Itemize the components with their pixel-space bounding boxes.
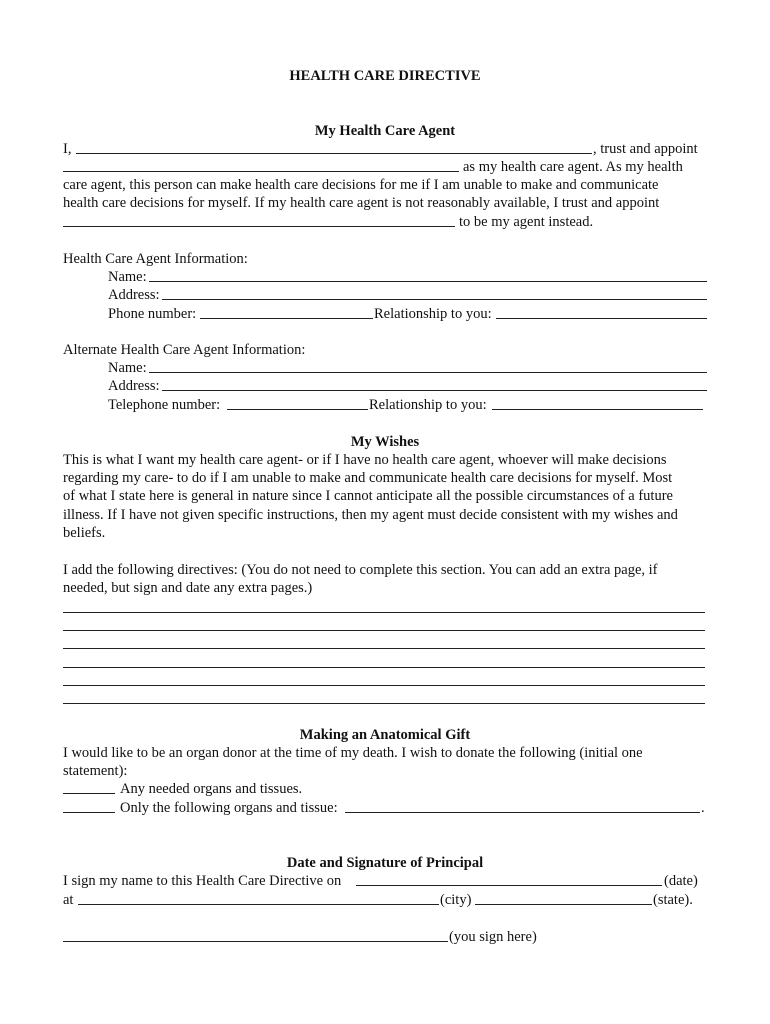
agent-name-field[interactable] bbox=[76, 153, 592, 154]
signature-field[interactable] bbox=[63, 941, 448, 942]
alternate-info-address-field[interactable] bbox=[162, 390, 707, 391]
option2-initial-field[interactable] bbox=[63, 812, 115, 813]
city-label: (city) bbox=[440, 892, 472, 908]
wishes-heading: My Wishes bbox=[350, 434, 420, 450]
alternate-info-phone-field[interactable] bbox=[227, 409, 368, 410]
option1-initial-field[interactable] bbox=[63, 793, 115, 794]
agent-relationship-label: Relationship to you: bbox=[374, 306, 492, 322]
alternate-address-label: Address: bbox=[108, 378, 160, 394]
wishes-line: of what I state here is general in nature since I cannot anticipate all the possible circumstances of a future bbox=[63, 488, 673, 504]
directives-line: I add the following directives: (You do not need to complete this section. You can add an extra page, if bbox=[63, 562, 658, 578]
document-title: HEALTH CARE DIRECTIVE bbox=[289, 68, 481, 84]
option2-end: . bbox=[701, 800, 705, 816]
agent-line2-end: as my health care agent. As my health bbox=[463, 159, 683, 175]
agent-line1-start: I, bbox=[63, 141, 72, 157]
agent-name-field-2[interactable] bbox=[63, 171, 459, 172]
signature-heading: Date and Signature of Principal bbox=[286, 855, 484, 871]
location-field[interactable] bbox=[78, 904, 439, 905]
organs-list-field[interactable] bbox=[345, 812, 700, 813]
alternate-info-relationship-field[interactable] bbox=[492, 409, 703, 410]
at-label: at bbox=[63, 892, 74, 908]
agent-info-name-field[interactable] bbox=[149, 281, 707, 282]
option1-label: Any needed organs and tissues. bbox=[120, 781, 303, 797]
agent-line5-end: to be my agent instead. bbox=[459, 214, 594, 230]
alternate-agent-name-field[interactable] bbox=[63, 226, 455, 227]
agent-info-phone-field[interactable] bbox=[200, 318, 373, 319]
directive-blank-line[interactable] bbox=[63, 612, 705, 613]
anatomical-heading: Making an Anatomical Gift bbox=[299, 727, 471, 743]
alternate-phone-label: Telephone number: bbox=[108, 397, 221, 413]
agent-line1-end: , trust and appoint bbox=[593, 141, 698, 157]
agent-address-label: Address: bbox=[108, 287, 160, 303]
directive-blank-line[interactable] bbox=[63, 685, 705, 686]
city-state-field[interactable] bbox=[475, 904, 652, 905]
agent-info-heading: Health Care Agent Information: bbox=[63, 251, 248, 267]
wishes-line: regarding my care- to do if I am unable to make and communicate health care decisions for myself. Most bbox=[63, 470, 673, 486]
alternate-info-heading: Alternate Health Care Agent Information: bbox=[63, 342, 306, 358]
sign-here-label: (you sign here) bbox=[449, 929, 537, 945]
agent-name-label: Name: bbox=[108, 269, 147, 285]
date-field[interactable] bbox=[356, 885, 662, 886]
wishes-line: This is what I want my health care agent- or if I have no health care agent, whoever will make decisions bbox=[63, 452, 667, 468]
anatomical-line: I would like to be an organ donor at the time of my death. I wish to donate the following (initial one bbox=[63, 745, 643, 761]
directive-blank-line[interactable] bbox=[63, 667, 705, 668]
signature-line1: I sign my name to this Health Care Directive on bbox=[63, 873, 342, 889]
agent-section-heading: My Health Care Agent bbox=[314, 123, 456, 139]
date-label: (date) bbox=[664, 873, 698, 889]
directive-blank-line[interactable] bbox=[63, 648, 705, 649]
wishes-line: illness. If I have not given specific instructions, then my agent must decide consistent with my wishes and bbox=[63, 507, 678, 523]
agent-phone-label: Phone number: bbox=[108, 306, 197, 322]
alternate-info-name-field[interactable] bbox=[149, 372, 707, 373]
agent-line3: care agent, this person can make health care decisions for me if I am unable to make and communicate bbox=[63, 177, 659, 193]
alternate-name-label: Name: bbox=[108, 360, 147, 376]
directive-blank-line[interactable] bbox=[63, 630, 705, 631]
state-label: (state). bbox=[653, 892, 693, 908]
agent-info-relationship-field[interactable] bbox=[496, 318, 707, 319]
anatomical-line: statement): bbox=[63, 763, 128, 779]
agent-info-address-field[interactable] bbox=[162, 299, 707, 300]
alternate-relationship-label: Relationship to you: bbox=[369, 397, 487, 413]
agent-line4: health care decisions for myself. If my health care agent is not reasonably available, I trust and appoint bbox=[63, 195, 660, 211]
option2-label: Only the following organs and tissue: bbox=[120, 800, 338, 816]
directive-blank-line[interactable] bbox=[63, 703, 705, 704]
directives-line: needed, but sign and date any extra pages.) bbox=[63, 580, 313, 596]
wishes-line: beliefs. bbox=[63, 525, 106, 541]
